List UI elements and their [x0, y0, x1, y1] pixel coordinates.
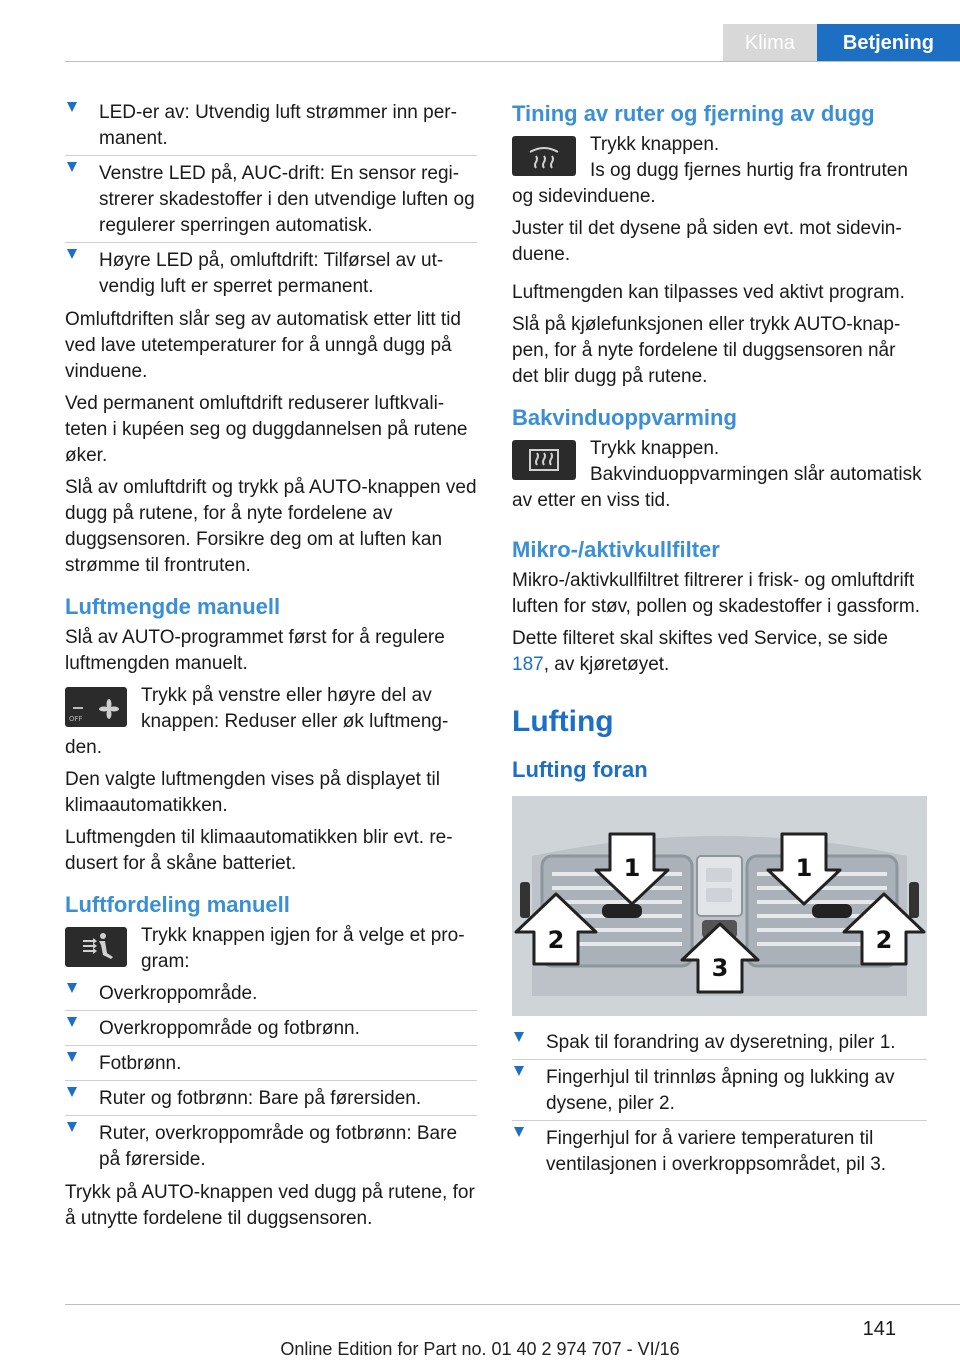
footer-divider	[65, 1304, 960, 1305]
bullet-triangle-icon	[67, 1017, 77, 1027]
header-section: Klima	[723, 24, 817, 62]
svg-text:OFF: OFF	[69, 715, 83, 723]
right-column	[512, 100, 927, 1181]
bullet-triangle-icon	[67, 102, 77, 112]
paragraph: Juster til det dysene på siden evt. mot sidevinduene.	[512, 218, 902, 265]
bullet-triangle-icon	[67, 249, 77, 259]
bullet-triangle-icon	[514, 1066, 524, 1076]
defrost-button-icon	[512, 136, 576, 176]
bullet-triangle-icon	[67, 1087, 77, 1097]
instruction-text: Trykk knappen.	[590, 134, 720, 155]
bullet-triangle-icon	[514, 1127, 524, 1137]
list-item: Venstre LED på, AUC-drift: En sensor registrerer skadestoffer i den utvendige luften og regulerer sperringen automatisk.	[65, 155, 477, 242]
left-column	[65, 100, 477, 1238]
page-link[interactable]: 187	[512, 654, 544, 675]
list-item: Fingerhjul til trinnløs åpning og lukking av dysene, piler 2.	[512, 1059, 927, 1120]
heading-bakvindu: Bakvinduoppvarming	[512, 405, 737, 430]
instruction-text: Trykk på venstre eller høyre del av knappen: Reduser eller øk luftmengden.	[65, 685, 449, 758]
air-distribution-instruction	[65, 923, 477, 975]
heading-filter: Mikro-/aktivkullfilter	[512, 537, 720, 562]
list-item: Høyre LED på, omluftdrift: Tilførsel av utvendig luft er sperret permanent.	[65, 242, 477, 303]
rear-heating-instruction	[512, 436, 927, 514]
header-divider	[65, 61, 960, 62]
header-chapter: Betjening	[817, 24, 960, 62]
paragraph: Omluftdriften slår seg av automatisk etter litt tid ved lave utetemperaturer for å unngå dugg på vinduene.	[65, 309, 461, 382]
paragraph: Mikro-/aktivkullfiltret filtrerer i frisk- og omluftdrift luften for støv, pollen og skadestoffer i gassform.	[512, 570, 920, 617]
heading-luftmengde: Luftmengde manuell	[65, 594, 281, 619]
arrow-label-1-left: 1	[623, 854, 641, 882]
list-item: Fotbrønn.	[65, 1045, 477, 1080]
paragraph: Luftmengden kan tilpasses ved aktivt program.	[512, 282, 905, 303]
heading-luftfordeling: Luftfordeling manuell	[65, 892, 290, 917]
bullet-triangle-icon	[67, 983, 77, 993]
paragraph: Slå på kjølefunksjonen eller trykk AUTO-knappen, for å nyte fordelene til duggsensoren når det blir dugg på rutene.	[512, 314, 901, 387]
edition-text: Online Edition for Part no. 01 40 2 974 707 - VI/16	[280, 1339, 680, 1359]
instruction-text: Trykk knappen.	[590, 438, 720, 459]
paragraph: Trykk på AUTO-knappen ved dugg på rutene, for å utnytte fordelene til duggsensoren.	[65, 1182, 475, 1229]
vent-controls-list	[512, 1030, 927, 1181]
heading-lufting-foran: Lufting foran	[512, 757, 648, 782]
instruction-text: Trykk knappen igjen for å velge et program:	[141, 925, 465, 972]
list-item: Overkroppområde.	[65, 981, 477, 1010]
front-vents-figure	[512, 796, 927, 1016]
arrow-label-2-left: 2	[547, 926, 565, 954]
instruction-text: Is og dugg fjernes hurtig fra frontruten og sidevinduene.	[512, 160, 908, 207]
list-item: Ruter og fotbrønn: Bare på førersiden.	[65, 1080, 477, 1115]
led-status-list	[65, 100, 477, 303]
arrow-label-3: 3	[711, 954, 729, 982]
list-item: Overkroppområde og fotbrønn.	[65, 1010, 477, 1045]
air-amount-instruction	[65, 683, 477, 761]
paragraph: Luftmengden til klimaautomatikken blir evt. redusert for å skåne batteriet.	[65, 827, 453, 874]
bullet-triangle-icon	[67, 1052, 77, 1062]
paragraph: Slå av AUTO-programmet først for å regulere luftmengden manuelt.	[65, 627, 445, 674]
page-number: 141	[862, 1318, 896, 1340]
distribution-program-list	[65, 981, 477, 1176]
page-header	[723, 24, 960, 62]
heading-lufting: Lufting	[512, 705, 614, 738]
air-amount-button-icon	[65, 687, 127, 727]
heading-tining: Tining av ruter og fjerning av dugg	[512, 101, 875, 126]
bullet-triangle-icon	[514, 1032, 524, 1042]
air-distribution-button-icon	[65, 927, 127, 967]
arrow-label-1-right: 1	[795, 854, 813, 882]
paragraph: Ved permanent omluftdrift reduserer luftkvaliteten i kupéen seg og duggdannelsen på rutene øker.	[65, 393, 468, 466]
instruction-text: Bakvinduoppvarmingen slår automatisk av etter en viss tid.	[512, 464, 922, 511]
list-item: Ruter, overkroppområde og fotbrønn: Bare på førerside.	[65, 1115, 477, 1176]
defrost-instruction	[512, 132, 927, 210]
list-item: LED-er av: Utvendig luft strømmer inn permanent.	[65, 100, 477, 155]
paragraph: Slå av omluftdrift og trykk på AUTO-knappen ved dugg på rutene, for å nyte fordelene av duggsensoren. Forsikre deg om at luften kan strømme til frontruten.	[65, 477, 477, 576]
bullet-triangle-icon	[67, 162, 77, 172]
paragraph: Den valgte luftmengden vises på displayet til klimaautomatikken.	[65, 769, 440, 816]
paragraph: Dette filteret skal skiftes ved Service, se side 187, av kjøretøyet.	[512, 628, 888, 675]
list-item: Fingerhjul for å variere temperaturen til ventilasjonen i overkroppsområdet, pil 3.	[512, 1120, 927, 1181]
arrow-label-2-right: 2	[875, 926, 893, 954]
list-item: Spak til forandring av dyseretning, piler 1.	[512, 1030, 927, 1059]
page-footer	[0, 1304, 960, 1362]
bullet-triangle-icon	[67, 1122, 77, 1132]
rear-window-heating-button-icon	[512, 440, 576, 480]
